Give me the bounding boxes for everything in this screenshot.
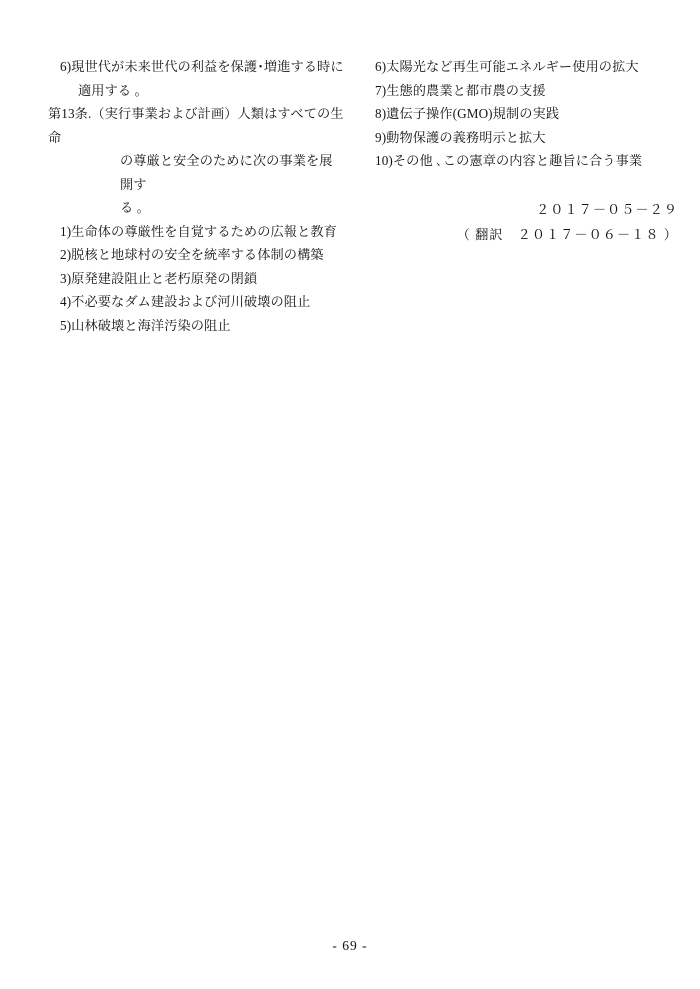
- list-item-continuation: 適用する 。: [78, 82, 148, 98]
- list-item: 2)脱核と地球村の安全を統率する体制の構築: [60, 247, 324, 262]
- list-item: 3)原発建設阻止と老朽原発の閉鎖: [60, 270, 258, 286]
- list-item: 5)山林破壊と海洋汚染の阻止: [60, 317, 231, 333]
- date-original: ２０１７－０５－２９: [536, 201, 678, 217]
- list-item: 10)その他 ､この憲章の内容と趣旨に合う事業: [375, 153, 643, 168]
- article-heading-continuation: の尊厳と安全のために次の事業を展開す: [120, 153, 333, 192]
- date-block: [375, 197, 682, 247]
- list-item: 9)動物保護の義務明示と拡大: [375, 129, 546, 145]
- right-column: [350, 55, 700, 247]
- date-translation: （ 翻訳 ２０１７－０６－１８ ）: [456, 226, 678, 242]
- left-column: [0, 55, 350, 337]
- list-item: 7)生態的農業と都市農の支援: [375, 82, 546, 98]
- article-heading-continuation: る 。: [120, 200, 150, 215]
- list-item: 6)太陽光など再生可能エネルギー使用の拡大: [375, 59, 639, 74]
- article-heading: 第13条.（実行事業および計画）人類はすべての生命: [48, 106, 344, 145]
- list-item: 1)生命体の尊厳性を自覚するための広報と教育: [60, 223, 337, 239]
- two-column-body: [0, 55, 700, 337]
- list-item: 8)遺伝子操作(GMO)規制の実践: [375, 106, 560, 121]
- page-number: - 69 -: [332, 938, 368, 953]
- list-item: 4)不必要なダム建設および河川破壊の阻止: [60, 294, 311, 309]
- list-item: 6)現世代が未来世代の利益を保護･増進する時に: [60, 59, 344, 74]
